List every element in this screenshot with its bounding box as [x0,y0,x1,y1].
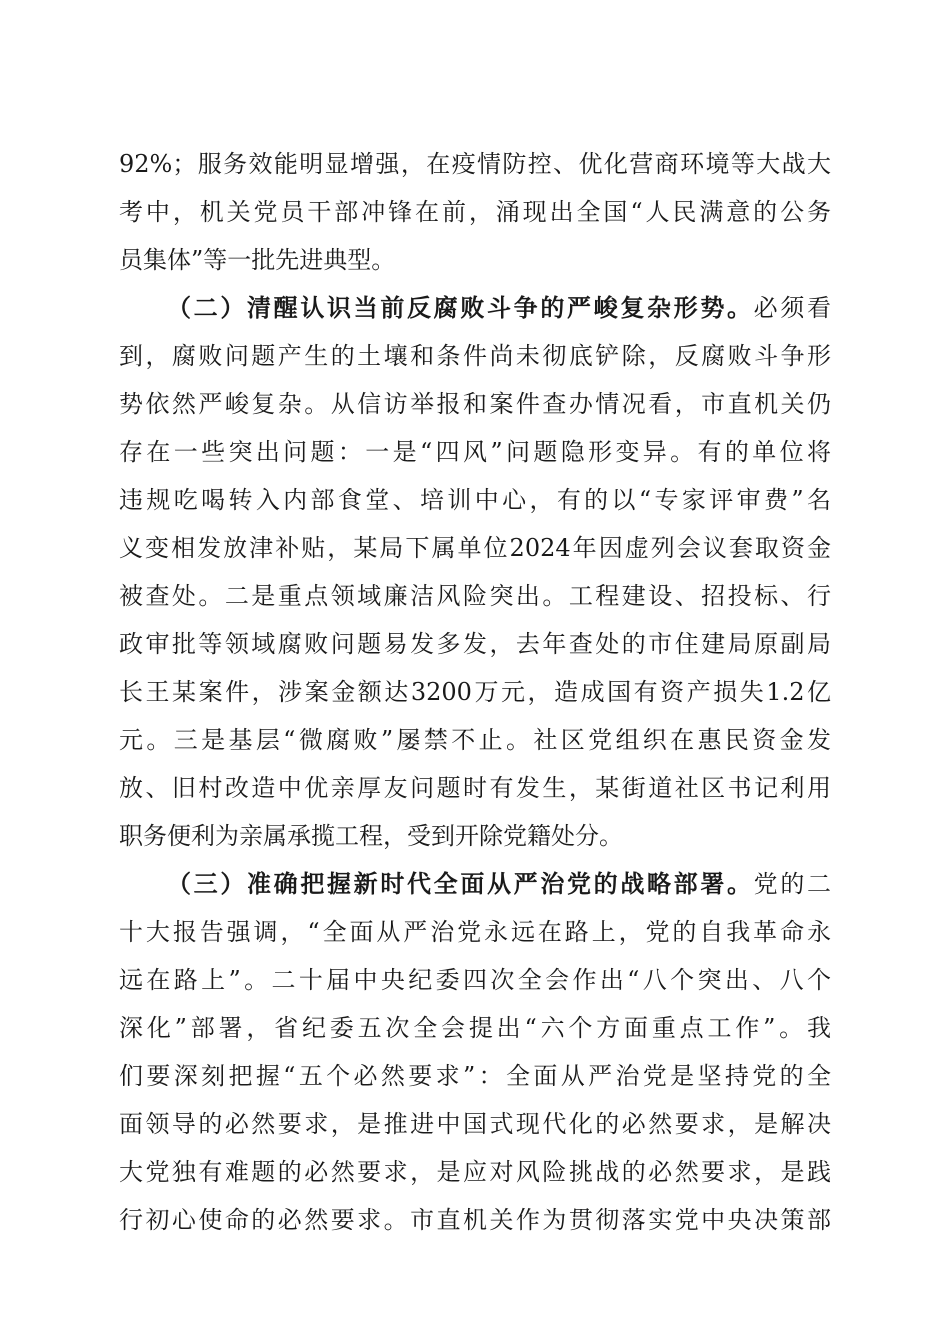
heading-line-rest: 党的二 [753,870,831,898]
text-line: 十大报告强调，“全面从严治党永远在路上，党的自我革命永 [119,918,831,946]
text-line: 职务便利为亲属承揽工程，受到开除党籍处分。 [119,822,623,850]
text-line: 行初心使命的必然要求。市直机关作为贯彻落实党中央决策部 [119,1206,831,1234]
text-line: 元。三是基层“微腐败”屡禁不止。社区党组织在惠民资金发 [119,726,831,754]
text-line: 92%；服务效能明显增强，在疫情防控、优化营商环境等大战大 [119,150,831,178]
text-line: 到，腐败问题产生的土壤和条件尚未彻底铲除，反腐败斗争形 [119,342,831,370]
paragraph-3 [119,860,831,1244]
paragraph-2 [119,284,831,860]
paragraph-1 [119,140,831,284]
section-heading-2: （二）清醒认识当前反腐败斗争的严峻复杂形势。 [167,293,754,322]
text-line: 违规吃喝转入内部食堂、培训中心，有的以“专家评审费”名 [119,486,831,514]
text-line: 考中，机关党员干部冲锋在前，涌现出全国“人民满意的公务 [119,198,831,226]
heading-line [119,284,831,332]
section-heading-3: （三）准确把握新时代全面从严治党的战略部署。 [167,869,754,898]
text-line: 长王某案件，涉案金额达3200万元，造成国有资产损失1.2亿 [119,678,831,706]
text-line: 势依然严峻复杂。从信访举报和案件查办情况看，市直机关仍 [119,390,831,418]
heading-line [119,860,831,908]
text-line: 们要深刻把握“五个必然要求”：全面从严治党是坚持党的全 [119,1062,831,1090]
text-line: 大党独有难题的必然要求，是应对风险挑战的必然要求，是践 [119,1158,831,1186]
document-body [119,140,831,1244]
heading-line-rest: 必须看 [753,294,831,322]
text-line: 放、旧村改造中优亲厚友问题时有发生，某街道社区书记利用 [119,774,831,802]
text-line: 存在一些突出问题：一是“四风”问题隐形变异。有的单位将 [119,438,831,466]
text-line: 面领导的必然要求，是推进中国式现代化的必然要求，是解决 [119,1110,831,1138]
text-line: 政审批等领域腐败问题易发多发，去年查处的市住建局原副局 [119,630,831,658]
text-line: 被查处。二是重点领域廉洁风险突出。工程建设、招投标、行 [119,582,831,610]
text-line: 义变相发放津补贴，某局下属单位2024年因虚列会议套取资金 [119,534,831,562]
text-line: 深化”部署，省纪委五次全会提出“六个方面重点工作”。我 [119,1014,831,1042]
text-line: 远在路上”。二十届中央纪委四次全会作出“八个突出、八个 [119,966,831,994]
text-line: 员集体”等一批先进典型。 [119,246,396,274]
